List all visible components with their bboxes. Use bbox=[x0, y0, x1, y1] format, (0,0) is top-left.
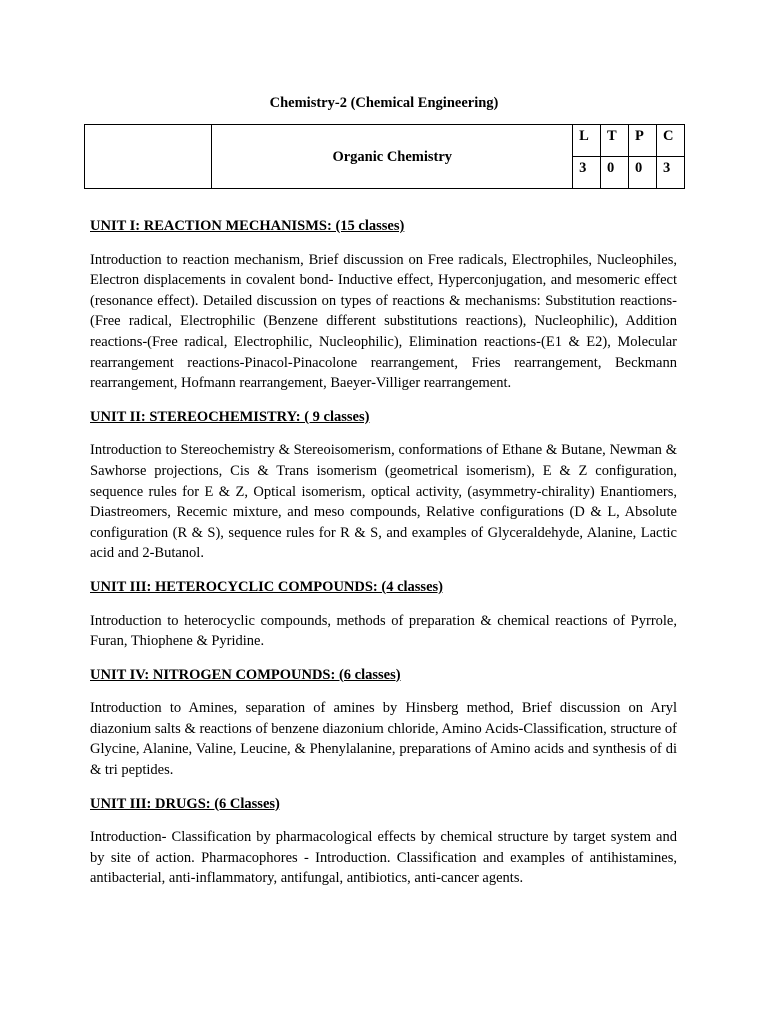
unit-2-body: Introduction to Stereochemistry & Stereoisomerism, conformations of Ethane & Butane, Newman & Sawhorse projections, Cis & Trans isomerism (geometrical isomerism), E & Z configuration, sequence rules for E & Z, Optical isomerism, optical activity, (asymmetry-chirality) Enantiomers, Diastreomers, Recemic mixture, and meso compounds, Relative configurations (D & L, Absolute configuration (R & S), sequence rules for R & S, and examples of Glyceraldehyde, Alanine, Lactic acid and 2-Butanol. bbox=[90, 442, 677, 562]
ltpc-value-p: 0 bbox=[629, 157, 657, 189]
unit-4-body: Introduction to Amines, separation of amines by Hinsberg method, Brief discussion on Aryl diazonium salts & reactions of benzene diazonium chloride, Amino Acids-Classification, structure of Glycine, Alanine, Valine, Leucine, & Phenylalanine, preparations of Amino acids and synthesis of di & tri peptides. bbox=[90, 700, 677, 779]
ltpc-header-l: L bbox=[573, 125, 601, 157]
course-table bbox=[84, 124, 685, 189]
syllabus-content bbox=[90, 216, 677, 902]
ltpc-value-l: 3 bbox=[573, 157, 601, 189]
ltpc-value-c: 3 bbox=[656, 157, 684, 189]
unit-2-heading: UNIT II: STEREOCHEMISTRY: ( 9 classes) bbox=[90, 408, 370, 425]
unit-3-heading: UNIT III: HETEROCYCLIC COMPOUNDS: (4 classes) bbox=[90, 578, 443, 595]
unit-5-body: Introduction- Classification by pharmacological effects by chemical structure by target system and by site of action. Pharmacophores - Introduction. Classification and examples of antihistamines, antibacterial, anti-inflammatory, antifungal, antibiotics, anti-cancer agents. bbox=[90, 829, 677, 887]
unit-1-heading: UNIT I: REACTION MECHANISMS: (15 classes) bbox=[90, 218, 405, 234]
document-title: Chemistry-2 (Chemical Engineering) bbox=[269, 95, 499, 111]
course-table-row-header bbox=[85, 125, 685, 157]
ltpc-header-p: P bbox=[629, 125, 657, 157]
ltpc-header-t: T bbox=[601, 125, 629, 157]
unit-3-body: Introduction to heterocyclic compounds, methods of preparation & chemical reactions of Pyrrole, Furan, Thiophene & Pyridine. bbox=[90, 612, 677, 650]
ltpc-header-c: C bbox=[656, 125, 684, 157]
course-code-cell bbox=[85, 125, 212, 189]
unit-1-body: Introduction to reaction mechanism, Brief discussion on Free radicals, Electrophiles, Nucleophiles, Electron displacements in covalent bond- Inductive effect, Hyperconjugation, and mesomeric effect (resonance effect). Detailed discussion on types of reactions & mechanisms: Substitution reactions-(Free radical, Electrophilic (Benzene different substitutions reactions), Nucleophilic), Addition reactions-(Free radical, Electrophilic, Nucleophilic), Elimination reactions-(E1 & E2), Molecular rearrangement reactions-Pinacol-Pinacolone rearrangement, Fries rearrangement, Beckmann rearrangement, Hofmann rearrangement, Baeyer-Villiger rearrangement. bbox=[90, 251, 677, 392]
unit-5-heading: UNIT III: DRUGS: (6 Classes) bbox=[90, 795, 280, 812]
course-name-cell: Organic Chemistry bbox=[212, 125, 573, 189]
ltpc-value-t: 0 bbox=[601, 157, 629, 189]
unit-4-heading: UNIT IV: NITROGEN COMPOUNDS: (6 classes) bbox=[90, 666, 401, 683]
